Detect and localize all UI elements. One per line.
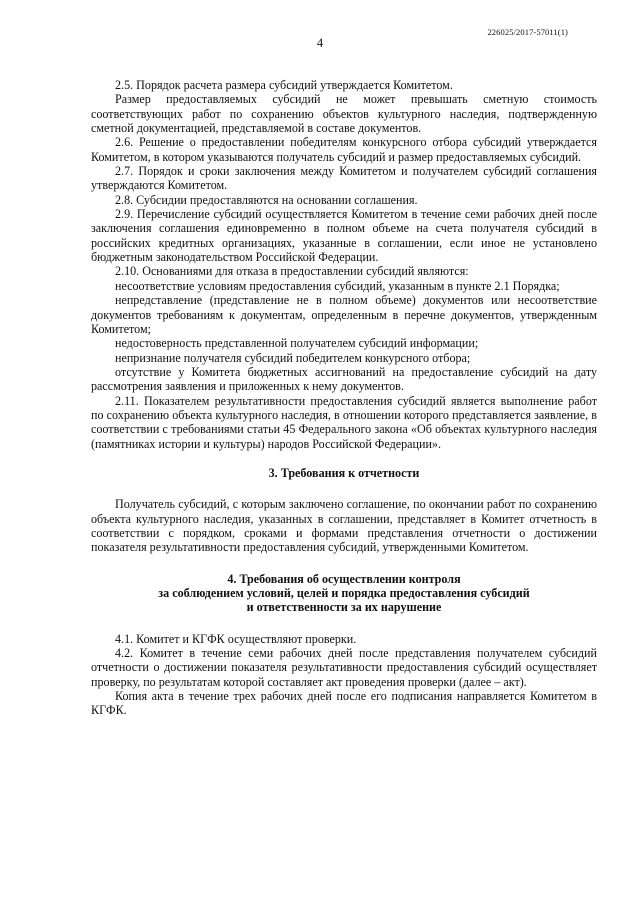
list-item: непредставление (представление не в полном объеме) документов или несоответствие документов требованиям к документам, определенным в перечне документов, утвержденным Комитетом; [91, 293, 597, 336]
list-item: несоответствие условиям предоставления субсидий, указанным в пункте 2.1 Порядка; [115, 278, 560, 293]
paragraph-2-11: 2.11. Показателем результативности предоставления субсидий является выполнение работ по сохранению объекта культурного наследия, в отношении которого представляется заявление, в соответствии с требованиями статьи 45 Федерального закона «Об объектах культурного наследия (памятниках истории и культуры) народов Российской Федерации». [91, 393, 597, 451]
paragraph-2-6: 2.6. Решение о предоставлении победителям конкурсного отбора субсидий утверждается Комитетом, в котором указываются получатель субсидий и размер предоставляемых субсидий. [91, 135, 597, 164]
section-4-heading-line-1: 4. Требования об осуществлении контроля [227, 571, 461, 586]
paragraph-2-9: 2.9. Перечисление субсидий осуществляется Комитетом в течение семи рабочих дней после заключения соглашения единовременно в полном объеме на счета получателя субсидий в российских кредитных организациях, указанные в соглашении, если иное не установлено бюджетным законодательством Российской Федерации. [91, 207, 597, 265]
paragraph-4-2: 4.2. Комитет в течение семи рабочих дней после представления получателем субсидий отчетности о достижении показателя результативности предоставления субсидий осуществляет проверку, по результатам которой составляет акт проведения проверки (далее – акт). [91, 646, 597, 689]
page-number: 4 [316, 36, 324, 50]
paragraph-subsidy-size: Размер предоставляемых субсидий не может превышать сметную стоимость соответствующих работ по сохранению объектов культурного наследия, подтвержденную сметной документацией, представляемой в составе документов. [91, 92, 597, 136]
paragraph-2-10: 2.10. Основаниями для отказа в предоставлении субсидий являются: [115, 264, 469, 279]
section-4-heading-line-3: и ответственности за их нарушение [246, 600, 442, 615]
section-4-heading-line-2: за соблюдением условий, целей и порядка предоставления субсидий [158, 586, 530, 600]
paragraph-2-8: 2.8. Субсидии предоставляются на основании соглашения. [115, 192, 418, 207]
list-item: недостоверность представленной получателем субсидий информации; [115, 336, 479, 351]
document-number: 226025/2017-57011(1) [487, 27, 568, 37]
paragraph-2-5: 2.5. Порядок расчета размера субсидий утверждается Комитетом. [115, 78, 453, 92]
document-body [91, 78, 597, 718]
list-item: непризнание получателя субсидий победителем конкурсного отбора; [115, 350, 471, 365]
section-3-heading: 3. Требования к отчетности [268, 465, 420, 480]
paragraph-2-7: 2.7. Порядок и сроки заключения между Комитетом и получателем субсидий соглашения утверждаются Комитетом. [91, 164, 597, 193]
section-3-paragraph: Получатель субсидий, с которым заключено соглашение, по окончании работ по сохранению объекта культурного наследия, указанных в соглашении, представляет в Комитет отчетность в соответствии с порядком, сроками и формами представления отчетности о достижении показателя результативности предоставления субсидий, утвержденными Комитетом. [91, 497, 597, 555]
list-item: отсутствие у Комитета бюджетных ассигнований на предоставление субсидий на дату рассмотрения заявления и приложенных к нему документов. [91, 364, 597, 394]
paragraph-act-copy: Копия акта в течение трех рабочих дней после его подписания направляется Комитетом в КГФК. [91, 689, 597, 718]
paragraph-4-1: 4.1. Комитет и КГФК осуществляют проверки. [115, 631, 357, 646]
